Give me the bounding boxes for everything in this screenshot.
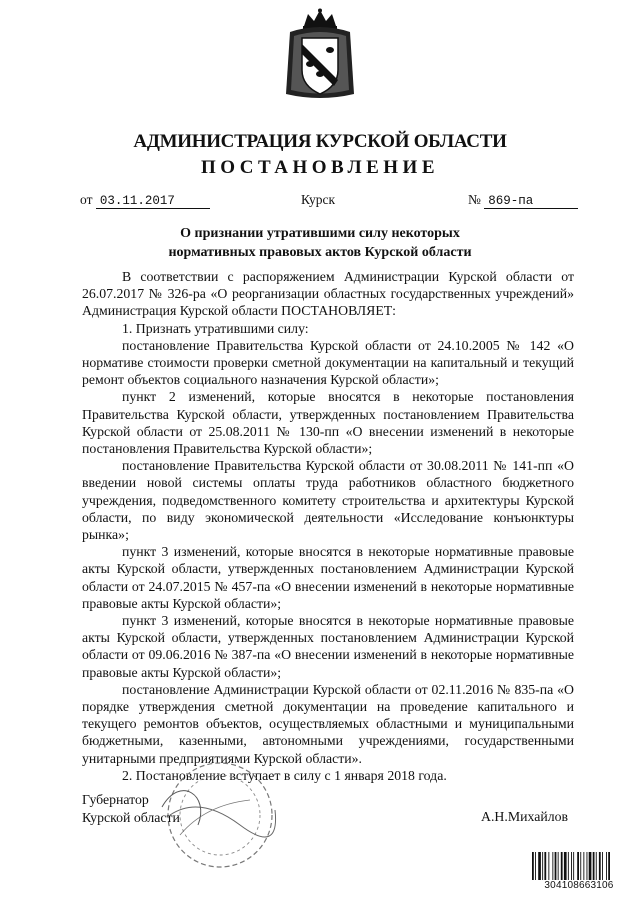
- barcode-bar: [571, 852, 572, 882]
- barcode-bar: [573, 852, 574, 882]
- document-date: [80, 192, 210, 209]
- barcode-bar: [587, 852, 588, 882]
- signer-title-line: Губернатор: [82, 792, 149, 807]
- body-paragraph: пункт 3 изменений, которые вносятся в некоторые нормативные правовые акты Курской области, утвержденных постановлением Администрации Курской области от 09.06.2016 № 387-па «О внесении изменений в некоторые нормативные правовые акты Курской области»;: [82, 613, 574, 680]
- barcode-bar: [568, 852, 569, 882]
- barcode-number: 304108663106: [531, 880, 627, 892]
- barcode-bar: [583, 852, 584, 882]
- document-subject: [120, 224, 520, 262]
- signer-title-line: Курской области: [82, 810, 180, 825]
- body-paragraph: 2. Постановление вступает в силу с 1 января 2018 года.: [122, 767, 447, 783]
- barcode-bar: [548, 852, 549, 882]
- barcode-bar: [538, 852, 541, 882]
- barcode-bar: [593, 852, 595, 882]
- barcode-bar: [544, 852, 546, 882]
- subject-line: нормативных правовых актов Курской области: [168, 245, 472, 260]
- number-prefix: №: [468, 192, 481, 207]
- barcode-bar: [552, 852, 553, 882]
- document-body: [82, 268, 574, 784]
- body-paragraph: пункт 2 изменений, которые вносятся в некоторые постановления Правительства Курской области, утвержденных постановлением Правительства Курской области от 25.08.2011 № 130-пп «О внесении изменений в некоторые постановления Правительства Курской области»;: [82, 389, 574, 457]
- barcode-bar: [606, 852, 607, 882]
- subject-line: О признании утратившими силу некоторых: [180, 226, 460, 241]
- barcode-bar: [532, 852, 534, 882]
- barcode-bar: [602, 852, 603, 882]
- barcode-bar: [542, 852, 543, 882]
- barcode-bar: [535, 852, 536, 882]
- body-paragraph: постановление Правительства Курской области от 30.08.2011 № 141-пп «О введении новой системы оплаты труда работников областного бюджетного учреждения, подведомственного комитету строительства и архитектуры Курской области, по виду экономической деятельности «Исследование конъюнктуры рынка»;: [82, 458, 574, 543]
- barcode-bar: [608, 852, 610, 882]
- body-paragraph: пункт 3 изменений, которые вносятся в некоторые нормативные правовые акты Курской области, утвержденных постановлением Администрации Курской области от 24.07.2015 № 457-па «О внесении изменений в некоторые нормативные правовые акты Курской области»;: [82, 544, 574, 611]
- body-paragraph: постановление Администрации Курской области от 02.11.2016 № 835-па «О порядке утверждения сметной документации на проведение капитального и текущего ремонтов объектов, осуществляемых областными и муниципальными бюджетными, казенными, автономными учреждениями, государственными унитарными предприятиями Курской области».: [82, 681, 574, 766]
- organization-title: АДМИНИСТРАЦИЯ КУРСКОЙ ОБЛАСТИ: [133, 131, 507, 152]
- signer-name: А.Н.Михайлов: [481, 809, 568, 824]
- barcode-bar: [599, 852, 601, 882]
- barcode-bar: [555, 852, 557, 882]
- coat-of-arms-icon: [282, 8, 358, 104]
- body-paragraph: постановление Правительства Курской области от 24.10.2005 № 142 «О нормативе стоимости проверки сметной документации на капитальный и текущий ремонт объектов социального назначения Курской области»;: [82, 337, 574, 388]
- document-city: Курск: [301, 192, 336, 207]
- date-value: 03.11.2017: [96, 194, 210, 209]
- barcode-bar: [564, 852, 567, 882]
- document-type-title: ПОСТАНОВЛЕНИЕ: [200, 157, 440, 178]
- number-value: 869-па: [484, 194, 578, 209]
- date-prefix: от: [80, 192, 93, 207]
- barcode-bar: [596, 852, 597, 882]
- barcode-bar: [577, 852, 579, 882]
- document-number: [468, 192, 578, 209]
- barcode-bar: [561, 852, 563, 882]
- barcode-bar: [580, 852, 581, 882]
- signer-title: [82, 791, 180, 827]
- barcode-bar: [589, 852, 592, 882]
- body-paragraph: 1. Признать утратившими силу:: [122, 320, 309, 336]
- barcode-bar: [558, 852, 559, 882]
- body-paragraph: В соответствии с распоряжением Администрации Курской области от 26.07.2017 № 326-ра «О реорганизации областных государственных учреждений» Администрация Курской области ПОСТАНОВЛЯЕТ:: [82, 269, 574, 319]
